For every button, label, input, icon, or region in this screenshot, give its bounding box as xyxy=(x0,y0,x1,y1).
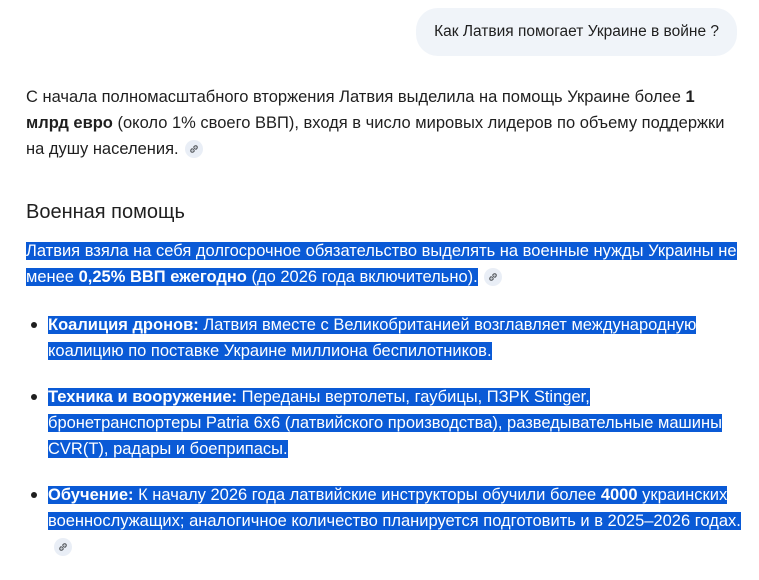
list-item-title: Коалиция дронов: xyxy=(48,316,199,334)
list-item xyxy=(48,482,742,560)
intro-paragraph xyxy=(26,84,742,162)
list-item-bold: 4000 xyxy=(600,486,638,504)
list-item-text-end: украинских военнослужащих; аналогичное количество планируется подготовить и в 2025–2026 годах. xyxy=(48,486,741,530)
user-message-text: Как Латвия помогает Украине в войне ? xyxy=(434,23,719,40)
link-icon[interactable] xyxy=(185,140,203,158)
link-icon[interactable] xyxy=(484,268,502,286)
section-paragraph-text: Латвия взяла на себя долгосрочное обязательство выделять на военные нужды Украины не менее xyxy=(26,242,737,286)
section-heading: Военная помощь xyxy=(26,201,185,223)
section-paragraph-bold: 0,25% ВВП ежегодно xyxy=(78,268,247,286)
intro-bold-amount: 1 млрд евро xyxy=(26,88,695,132)
link-icon[interactable] xyxy=(54,538,72,556)
user-message-bubble xyxy=(416,8,737,56)
list-item-title: Обучение: xyxy=(48,486,134,504)
list-item xyxy=(48,312,742,364)
list-item-text: Латвия вместе с Великобританией возглавляет международную коалицию по поставке Украине миллиона беспилотников. xyxy=(48,316,697,360)
list-item xyxy=(48,384,742,462)
aid-list xyxy=(26,312,742,560)
bullet xyxy=(31,394,37,400)
list-item-title: Техника и вооружение: xyxy=(48,388,238,406)
list-item-text: К началу 2026 года латвийские инструкторы обучили более xyxy=(133,486,601,504)
intro-text: С начала полномасштабного вторжения Латвия выделила на помощь Украине более xyxy=(26,88,686,106)
section-paragraph xyxy=(26,238,742,290)
bullet xyxy=(31,492,37,498)
list-item-text: Переданы вертолеты, гаубицы, ПЗРК Stinger, бронетранспортеры Patria 6x6 (латвийского производства), разведывательные машины CVR(T), радары и боеприпасы. xyxy=(48,388,722,458)
section-paragraph-end: (до 2026 года включительно). xyxy=(246,268,478,286)
bullet xyxy=(31,322,37,328)
intro-text-end: (около 1% своего ВВП), входя в число мировых лидеров по объему поддержки на душу населения. xyxy=(26,114,725,158)
assistant-response xyxy=(26,84,742,580)
